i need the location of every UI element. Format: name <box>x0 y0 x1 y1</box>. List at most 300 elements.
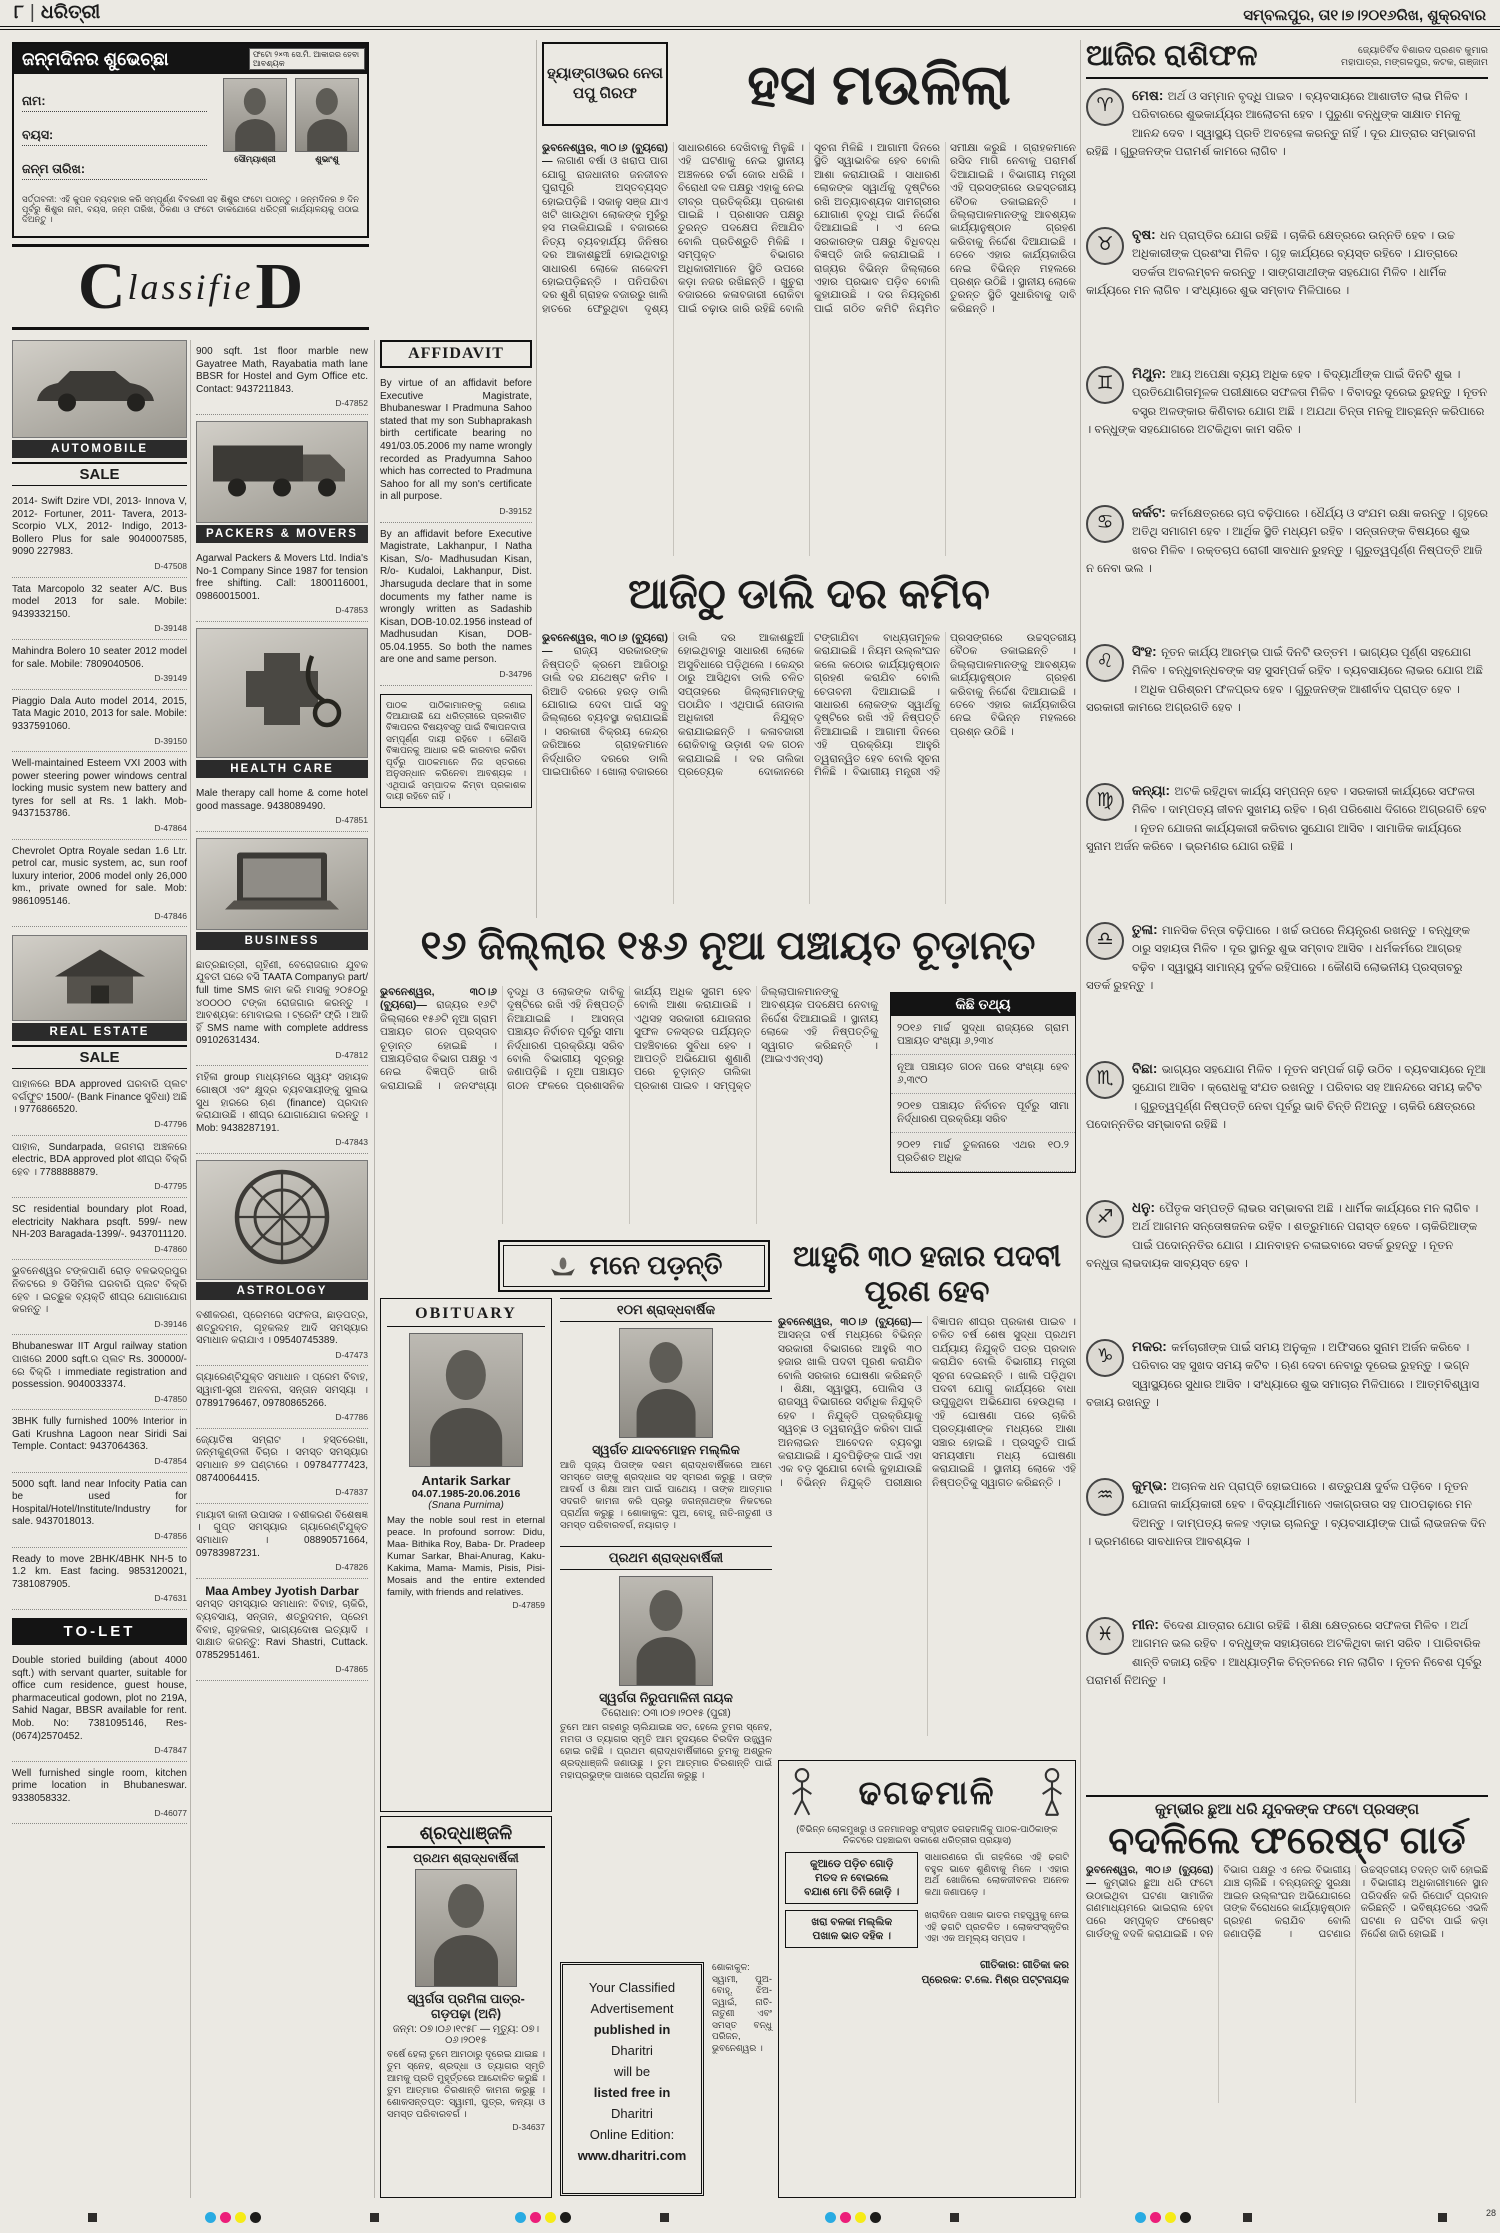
ad-id: D-47856 <box>154 1531 187 1542</box>
zodiac-icon: ♍ <box>1086 783 1124 821</box>
story-headline: ଆଜିଠୁ ଡାଲି ଦର କମିବ <box>628 570 990 617</box>
promo-line: listed free in <box>593 2085 671 2100</box>
zodiac-icon: ♏ <box>1086 1061 1124 1099</box>
ad-id: D-47853 <box>335 605 368 616</box>
factbox-line: ୨୦୧୬ ମାର୍ଚ୍ଚ ସୁଦ୍ଧା ରାଜ୍ୟରେ ଗ୍ରାମ ପଞ୍ଚାୟତ ସଂଖ୍ୟା ୬,୨୩୪ <box>891 1016 1075 1055</box>
classified-ad <box>196 1579 368 1681</box>
astrology-label: ASTROLOGY <box>196 1282 368 1300</box>
ad-id: D-47473 <box>335 1349 368 1360</box>
zodiac-prediction: ଧନ ପ୍ରାପ୍ତିର ଯୋଗ ରହିଛି । ଚାକିରି କ୍ଷେତ୍ରରେ ଉନ୍ନତି ହେବ । ଉଚ୍ଚ ଅଧିକାରୀଙ୍କ ପ୍ରଶଂସା ମିଳିବ । ଗୃହ କାର୍ଯ୍ୟରେ ବ୍ୟସ୍ତ ରହିବେ । ଯାତ୍ରାରେ ସତର୍କତା ଅବଲମ୍ବନ କରନ୍ତୁ । ସାଙ୍ଗସାଥୀଙ୍କ ସହଯୋଗ ମିଳିବ । ଧାର୍ମିକ କାର୍ଯ୍ୟରେ ମନ ଲାଗିବ । ସଂଧ୍ୟାରେ ଶୁଭ ସମ୍ବାଦ ମିଳିପାରେ । <box>1086 230 1458 298</box>
zodiac-name: କନ୍ୟା: <box>1132 783 1170 798</box>
condolence-list: ଶୋକାକୁଳ: ସ୍ୱାମୀ, ପୁଅ-ବୋହୂ, ଝିଅ-ଜ୍ୱାଇଁ, ନାତି-ନାତୁଣୀ ଏବଂ ସମସ୍ତ ବନ୍ଧୁ ପରିଜନ, ଭୁବନେଶ୍ୱର । <box>712 1962 772 2053</box>
ad-id: D-39150 <box>154 735 187 746</box>
zodiac-name: ମିଥୁନ: <box>1132 366 1166 381</box>
remembrance-title: ମନେ ପଡ଼ନ୍ତି <box>589 1250 723 1280</box>
deceased-photo <box>619 1328 713 1438</box>
horoscope-title: ଆଜିର ରାଶିଫଳ <box>1086 40 1258 72</box>
ad-id: D-47851 <box>335 815 368 826</box>
registration-mark <box>1243 2213 1252 2222</box>
classified-ad <box>12 1762 187 1824</box>
memorial-text: ତୁମେ ଆମ ଗହଣରୁ ଚାଲିଯାଇଛ ସତ, ହେଲେ ତୁମର ସ୍ନେହ, ମମତା ଓ ତ୍ୟାଗର ସ୍ମୃତି ଆମ ହୃଦୟରେ ଚିରଦିନ ଉଜ୍ଜ୍ୱଳ ହୋଇ ରହିଛି । ପ୍ରଥମ ଶ୍ରାଦ୍ଧବାର୍ଷିକୀରେ ତୁମକୁ ଅଶ୍ରୁଳ ଶ୍ରଦ୍ଧାଞ୍ଜଳି ଜଣାଉଛୁ । ତୁମ ଆତ୍ମାର ଚିରଶାନ୍ତି ପାଇଁ ମହାପ୍ରଭୁଙ୍କ ପାଖରେ ପ୍ରାର୍ଥନା କରୁଛୁ । <box>560 1722 772 1781</box>
classified-ad <box>12 1410 187 1472</box>
automobile-label: AUTOMOBILE <box>12 440 187 458</box>
tribute-text: ବର୍ଷେ ହେଲା ତୁମେ ଆମଠାରୁ ଦୂରେଇ ଯାଇଛ । ତୁମ ସ୍ନେହ, ଶ୍ରଦ୍ଧା ଓ ତ୍ୟାଗର ସ୍ମୃତି ଆମକୁ ପ୍ରତି ମୁହୂର୍ତ୍ତରେ ଆନ୍ଦୋଳିତ କରୁଛି । ତୁମ ଆତ୍ମାର ଚିରଶାନ୍ତି କାମନା କରୁଛୁ । ଶୋକସନ୍ତପ୍ତ: ସ୍ୱାମୀ, ପୁତ୍ର, କନ୍ୟା ଓ ସମସ୍ତ ପରିବାରବର୍ଗ । <box>387 2049 545 2120</box>
ad-text: SC residential boundary plot Road, electricity Nakhara psqft. 599/- new NH-203 Baragada-1399/-. 9437011120. <box>12 1203 187 1241</box>
ad-id: D-47631 <box>154 1593 187 1604</box>
classified-ad <box>12 1073 187 1135</box>
deceased-photo <box>619 1576 713 1686</box>
ad-text: 5000 sqft. land near Infocity Patia can be used for Hospital/Hotel/Institute/Industry for sale. 9437018013. <box>12 1478 187 1528</box>
ad-text: ଛାତ୍ରଛାତ୍ରୀ, ଗୃହିଣୀ, ବେରୋଜଗାର ଯୁବକ ଯୁବତୀ ଘରେ ବସି TAATA Companyର part/ full time SMS କାମ କରି ମାସକୁ ୨୦୫୦ରୁ ୪୦୦୦୦ ଟଙ୍କା ରୋଜଗାର କରନ୍ତୁ । ଆବଶ୍ୟକ: ମୋବାଇଲ । ଟ୍ରେନିଂ ଫ୍ରି । ଆଜି ହିଁ SMS name with complete address 09102631434. <box>196 959 368 1047</box>
photo-size-note: ଫଟୋ ୨×୩ ସେ.ମି. ଆକାରର ହେବା ଆବଶ୍ୟକ <box>249 48 365 70</box>
story-body <box>1086 1865 1488 2103</box>
classified-ad <box>12 690 187 752</box>
classified-ad <box>196 1304 368 1366</box>
zodiac-prediction: ବିଦେଶ ଯାତ୍ରାର ଯୋଗ ରହିଛି । ଶିକ୍ଷା କ୍ଷେତ୍ରରେ ସଫଳତା ମିଳିବ । ଅର୍ଥ ଆଗମନ ଭଲ ରହିବ । ବନ୍ଧୁଙ୍କ ସହାୟତାରେ ଅଟକିଥିବା କାମ ସରିବ । ପାରିବାରିକ ଶାନ୍ତି ବଜାୟ ରହିବ । ଆଧ୍ୟାତ୍ମିକ ଚିନ୍ତନରେ ମନ ଲାଗିବ । ନୂତନ ନିବେଶ ପୂର୍ବରୁ ପରାମର୍ଶ ନିଅନ୍ତୁ । <box>1086 1620 1482 1688</box>
story-text: ରାଜ୍ୟ ସରକାରଙ୍କ ନିଷ୍ପତ୍ତି କ୍ରମେ ଆଜିଠାରୁ ଡାଲି ଦର ଯଥେଷ୍ଟ କମିବ । ରିଆତି ଦରରେ ହରଡ଼ ଡାଲି ଯୋଗାଇ ଦେବା ପାଇଁ ସବୁ ଜିଲ୍ଲାରେ ବ୍ୟବସ୍ଥା କରାଯାଇଛି । ସରକାରୀ ବିକ୍ରୟ କେନ୍ଦ୍ର ଜରିଆରେ ଗ୍ରାହକମାନେ ନିର୍ଦ୍ଧାରିତ ଦରରେ ଡାଲି ପାଇପାରିବେ । ଖୋଲା ବଜାରରେ ଡାଲି ଦର ଆକାଶଛୁଆଁ ହୋଇଥିବାରୁ ସାଧାରଣ ଲୋକେ ଅସୁବିଧାରେ ପଡ଼ିଥିଲେ । କେନ୍ଦ୍ର ଠାରୁ ଆସିଥିବା ଡାଲି ଚଳିତ ସପ୍ତାହରେ ଜିଲ୍ଲାମାନଙ୍କୁ ପଠାଯିବ । ଏଥିପାଇଁ ନୋଡାଲ ଅଧିକାରୀ ନିଯୁକ୍ତ କରାଯାଇଛନ୍ତି । କଳାବଜାରୀ ରୋକିବାକୁ ଉଡ଼ାଣ ଦଳ ଗଠନ କରାଯାଇଛି । ଦର ତାଲିକା ପ୍ରତ୍ୟେକ ଦୋକାନରେ ଟଙ୍ଗାଯିବା ବାଧ୍ୟତାମୂଳକ କରାଯାଇଛି । ନିୟମ ଉଲ୍ଲଂଘନ କଲେ କଠୋର କାର୍ଯ୍ୟାନୁଷ୍ଠାନ ଗ୍ରହଣ କରାଯିବ ବୋଲି ଚେତାବନୀ ଦିଆଯାଇଛି । ସାଧାରଣ ଲୋକଙ୍କ ସ୍ୱାର୍ଥକୁ ଦୃଷ୍ଟିରେ ରଖି ଏହି ନିଷ୍ପତ୍ତି ନିଆଯାଇଛି । ଆଗାମୀ ଦିନରେ ଏହି ପ୍ରକ୍ରିୟା ଆହୁରି ତ୍ୱରାନ୍ୱିତ ହେବ ବୋଲି ସୂଚନା ମିଳିଛି । ବିଭାଗୀୟ ମନ୍ତ୍ରୀ ଏହି ପ୍ରସଙ୍ଗରେ ଉଚ୍ଚସ୍ତରୀୟ ବୈଠକ ଡକାଇଛନ୍ତି । ଜିଲ୍ଲାପାଳମାନଙ୍କୁ ଆବଶ୍ୟକ କାର୍ଯ୍ୟାନୁଷ୍ଠାନ ଗ୍ରହଣ କରିବାକୁ ନିର୍ଦ୍ଦେଶ ଦିଆଯାଇଛି । ତେବେ ଏହାର କାର୍ଯ୍ୟକାରିତା ନେଇ ବିଭିନ୍ନ ମହଲରେ ପ୍ରଶ୍ନ ଉଠିଛି । <box>542 632 1076 779</box>
vacancies-story <box>778 1240 1076 1754</box>
cyan-dot <box>1135 2212 1146 2223</box>
ad-id: D-47837 <box>335 1487 368 1498</box>
horoscope-entry <box>1086 1616 1488 1749</box>
promo-line: Advertisement <box>590 2001 674 2016</box>
healthcare-figure <box>196 628 368 758</box>
laptop-icon <box>207 839 357 923</box>
classified-ad <box>12 1260 187 1335</box>
magenta-dot <box>840 2212 851 2223</box>
kicker-box: ହ୍ୟାଙ୍ଗଓଭର ନେତା ପପୁ ଗିରଫ <box>542 42 668 126</box>
ad-text: ଜ୍ୟୋତିଷ ସମ୍ରାଟ । ହସ୍ତରେଖା, ଜନ୍ମକୁଣ୍ଡଳୀ ବିଚାର । ସମସ୍ତ ସମସ୍ୟାର ସମାଧାନ ୭୨ ଘଣ୍ଟାରେ । 09784777423, 08740064415. <box>196 1434 368 1484</box>
black-dot <box>250 2212 261 2223</box>
classified-ad <box>196 782 368 832</box>
ad-text: Double storied building (about 4000 sqft.) with servant quarter, suitable for office cum residence, guest house, pharmaceutical godown, plot no 219A, Sahid Nagar, BBSR available for rent. Mob. No: 7381095146, Res-(0674)2570452. <box>12 1655 187 1742</box>
dateline: ଭୁବନେଶ୍ୱର, ୩୦।୬ (ବ୍ୟୁରୋ)— <box>1086 1865 1214 1889</box>
column-rule <box>374 340 375 2198</box>
realestate-ads-list <box>12 1073 187 1610</box>
publisher-disclaimer-box: ପାଠକ ପାଠିକାମାନଙ୍କୁ ଜଣାଇ ଦିଆଯାଉଛି ଯେ ଧରିତ୍ରୀରେ ପ୍ରକାଶିତ ବିଜ୍ଞାପନର ବିଷୟବସ୍ତୁ ପାଇଁ ବିଜ୍ଞାପନଦାତା ସମ୍ପୂର୍ଣ୍ଣ ଦାୟୀ ରହିବେ । କୌଣସି ବିଜ୍ଞାପନକୁ ଆଧାର କରି କାରବାର କରିବା ପୂର୍ବରୁ ପାଠକମାନେ ନିଜ ସ୍ତରରେ ଅନୁସନ୍ଧାନ କରିନେବା ଆବଶ୍ୟକ । ଏଥିପାଇଁ ସମ୍ପାଦକ କିମ୍ବା ପ୍ରକାଶକ ଦାୟୀ ରହିବେ ନାହିଁ । <box>380 694 532 809</box>
cartoon-figure-icon <box>785 1767 819 1819</box>
folk-rhymes-intro: (ବିଭିନ୍ନ ଲୋକମୁଖରୁ ଓ ଜନମାନସରୁ ସଂଗୃହୀତ ଢଗଢମାଳିକୁ ପାଠକ-ପାଠିକାଙ୍କ ନିକଟରେ ପହଞ୍ଚାଇବା ସକାଶେ ଧରିତ୍ରୀର ପ୍ରୟାସ) <box>796 1824 1058 1845</box>
horoscope-entry <box>1086 1199 1488 1332</box>
ad-id: D-47795 <box>154 1181 187 1192</box>
classified-ad <box>12 490 187 578</box>
baby-photos <box>223 78 359 165</box>
verse-commentary: ସାଧାରଣରେ ଗାଁ ଗହଳିରେ ଏହି ଢଗଟି ବହୁଳ ଭାବେ ଶୁଣିବାକୁ ମିଳେ । ଏହାର ଅର୍ଥ ଖୋଜିଲେ ଲୋକଜୀବନର ଅନେକ କଥା ଜଣାପଡ଼େ । <box>924 1852 1069 1898</box>
ad-id: D-39152 <box>499 505 532 516</box>
ad-text: ମାୟାବୀ କାଳୀ ଉପାସକ । ବଶୀକରଣ ବିଶେଷଜ୍ଞ । ଗୁପ୍ତ ସମସ୍ୟାର ଗ୍ୟାରେଣ୍ଟିଯୁକ୍ତ ସମାଧାନ । 08890571664, 09783987231. <box>196 1509 368 1559</box>
affidavit-column <box>380 340 532 808</box>
edition-dateline: ସମ୍ବଲପୁର, ତା୧।୭।୨୦୧୬ରିଖ, ଶୁକ୍ରବାର <box>1243 7 1486 24</box>
ad-text: Well furnished single room, kitchen prime location in Bhubaneswar. 9338058332. <box>12 1767 187 1804</box>
classified-ad <box>12 1335 187 1410</box>
factbox-lines <box>891 1016 1075 1172</box>
column-rule <box>1080 40 1081 2198</box>
ad-text: ଭୁବନେଶ୍ୱର ଟଙ୍କପାଣି ରୋଡ଼ ବଳଭଦ୍ରପୁର ନିକଟରେ ୭ ଡିସିମିଲ ଘରବାରି ପ୍ଲଟ ବିକ୍ରି ହେବ । ଇଚ୍ଛୁକ ବ୍ୟକ୍ତି ଶୀଘ୍ର ଯୋଗାଯୋଗ କରନ୍ତୁ । <box>12 1266 187 1316</box>
cyan-dot <box>205 2212 216 2223</box>
zodiac-icon: ♉ <box>1086 227 1124 265</box>
cyan-dot <box>825 2212 836 2223</box>
color-registration-dots <box>825 2212 881 2223</box>
lyricist-credit: ଗୀତିକାର: ଗୀତିକା କର <box>980 1959 1069 1971</box>
black-dot <box>560 2212 571 2223</box>
astrology-figure <box>196 1160 368 1280</box>
ad-id: D-34637 <box>512 2122 545 2132</box>
zodiac-name: ମେଷ: <box>1132 88 1164 103</box>
promo-line: Your Classified <box>588 1980 676 1995</box>
right-column <box>1086 40 1488 2198</box>
ad-id: D-39146 <box>154 1318 187 1329</box>
horoscope-entry <box>1086 782 1488 915</box>
classified-ad <box>196 1366 368 1428</box>
obituary-box <box>380 1298 552 1812</box>
ad-id: D-47786 <box>335 1412 368 1423</box>
cartoon-figure-icon <box>1035 1767 1069 1819</box>
birthday-form <box>14 74 367 192</box>
masthead: ଧରିତ୍ରୀ <box>40 2 101 23</box>
zodiac-icon: ♐ <box>1086 1200 1124 1238</box>
deceased-name: Antarik Sarkar <box>421 1473 511 1488</box>
online-edition-promo <box>560 1962 704 2196</box>
horoscope-entry <box>1086 1060 1488 1193</box>
truck-icon <box>207 422 357 514</box>
affidavit-notice <box>380 372 532 523</box>
ad-id: D-47859 <box>512 1600 545 1610</box>
zodiac-icon: ♊ <box>1086 366 1124 404</box>
zodiac-prediction: ଅର୍ଥ ଓ ସମ୍ମାନ ବୃଦ୍ଧି ପାଇବ । ବ୍ୟବସାୟରେ ଆଶାତୀତ ଲାଭ ମିଳିବ । ପରିବାରରେ ଶୁଭକାର୍ଯ୍ୟର ଆଲୋଚନା ହେବ । ପୁରୁଣା ବନ୍ଧୁଙ୍କ ସାକ୍ଷାତ ମନକୁ ଆନନ୍ଦ ଦେବ । ସ୍ୱାସ୍ଥ୍ୟ ପ୍ରତି ଅବହେଳା କରନ୍ତୁ ନାହିଁ । ଦୂର ଯାତ୍ରାର ସମ୍ଭାବନା ରହିଛି । ଗୁରୁଜନଙ୍କ ପରାମର୍ଶ କାମରେ ଲାଗିବ । <box>1086 91 1476 159</box>
deceased-photo <box>415 1869 517 1987</box>
promo-line: www.dharitri.com <box>577 2148 687 2163</box>
zodiac-prediction: କର୍ମକ୍ଷେତ୍ରରେ ଚାପ ବଢ଼ିପାରେ । ଧୈର୍ଯ୍ୟ ଓ ସଂଯମ ରକ୍ଷା କରନ୍ତୁ । ଗୃହରେ ଅତିଥି ସମାଗମ ହେବ । ଆର୍ଥିକ ସ୍ଥିତି ମଧ୍ୟମ ରହିବ । ସନ୍ତାନଙ୍କ ବିଷୟରେ ଶୁଭ ଖବର ମିଳିବ । ରକ୍ତଚାପ ରୋଗୀ ସାବଧାନ ରୁହନ୍ତୁ । ଗୁରୁତ୍ୱପୂର୍ଣ୍ଣ ନିଷ୍ପତ୍ତି ଆଜି ନ ନେବା ଭଲ । <box>1086 508 1488 576</box>
house-icon <box>25 936 175 1014</box>
separator: | <box>29 2 35 23</box>
registration-mark <box>950 2213 959 2222</box>
registration-mark <box>88 2213 97 2222</box>
story-text: କୁମ୍ଭୀର ଛୁଆ ଧରି ଫଟୋ ଉଠାଇଥିବା ଘଟଣା ସାମାଜିକ ଗଣମାଧ୍ୟମରେ ଭାଇରାଲ ହେବା ପରେ ସମ୍ପୃକ୍ତ ଫରେଷ୍ଟ ଗାର୍ଡଙ୍କୁ ବଦଳି କରାଯାଇଛି । ବନ ବିଭାଗ ପକ୍ଷରୁ ଏ ନେଇ ବିଭାଗୀୟ ଯାଞ୍ଚ ଚାଲିଛି । ବନ୍ୟଜନ୍ତୁ ସୁରକ୍ଷା ଆଇନ ଉଲ୍ଲଂଘନ ଅଭିଯୋଗରେ ତାଙ୍କ ବିରୋଧରେ କାର୍ଯ୍ୟାନୁଷ୍ଠାନ ଗ୍ରହଣ କରାଯିବ ବୋଲି ଜଣାପଡ଼ିଛି । ଘଟଣାର ଉଚ୍ଚସ୍ତରୀୟ ତଦନ୍ତ ଦାବି ହୋଇଛି । ବିଭାଗୀୟ ଅଧିକାରୀମାନେ ସ୍ଥାନ ପରିଦର୍ଶନ କରି ରିପୋର୍ଟ ପ୍ରଦାନ କରିଛନ୍ତି । ଭବିଷ୍ୟତରେ ଏଭଳି ଘଟଣା ନ ଘଟିବା ପାଇଁ କଡ଼ା ନିର୍ଦ୍ଦେଶ ଜାରି ହୋଇଛି । <box>1086 1865 1488 1940</box>
birthday-title: ଜନ୍ମଦିନର ଶୁଭେଚ୍ଛା <box>22 48 169 69</box>
promo-line: Dharitri <box>611 2106 653 2121</box>
birthday-wishes-box <box>12 42 369 238</box>
classified-ad <box>196 547 368 622</box>
folk-rhymes-title: ଢଗଢମାଳି <box>858 1773 996 1811</box>
tribute-box <box>380 1816 552 2198</box>
column-rule <box>536 40 537 918</box>
ad-text: 2014- Swift Dzire VDI, 2013- Innova V, 2012- Fortuner, 2011- Tavera, 2013- Scorpio VLX, 2012- Indigo, 2013- Bollero Plus for sale 9040007585, 9090 227983. <box>12 496 187 558</box>
classified-column-left <box>12 340 187 1824</box>
healthcare-label: HEALTH CARE <box>196 760 368 778</box>
horoscope-entry <box>1086 504 1488 637</box>
horoscope-entry <box>1086 921 1488 1054</box>
zodiac-name: କୁମ୍ଭ: <box>1132 1478 1168 1493</box>
classified-ad <box>196 1066 368 1154</box>
memorial-entry <box>560 1546 772 1782</box>
page-number: ୮ <box>14 2 24 23</box>
car-icon <box>25 341 175 431</box>
remembrance-header <box>498 1240 770 1292</box>
story-text: ଲଗାଣ ବର୍ଷା ଓ ଖରାପ ପାଗ ଯୋଗୁ ରାଜଧାନୀର ଜନଜୀବନ ପୁରାପୂରି ଅସ୍ତବ୍ୟସ୍ତ ହୋଇପଡ଼ିଛି । ସକାଳୁ ସଞ୍ଜ ଯାଏ ଖଟି ଖାଉଥିବା ଲୋକଙ୍କ ମୁହଁରୁ ହସ ମଉଳିଯାଇଛି । ବଜାରରେ ନିତ୍ୟ ବ୍ୟବହାର୍ଯ୍ୟ ଜିନିଷର ଦର ଆକାଶଛୁଆଁ ହୋଇଥିବାରୁ ସାଧାରଣ ଲୋକେ ନାକେଦମ ହୋଇପଡ଼ିଛନ୍ତି । ପନିପରିବା ଦର ଶୁଣି ଗ୍ରାହକ ବଜାରରୁ ଖାଲି ହାତରେ ଫେରୁଥିବା ଦୃଶ୍ୟ ସାଧାରଣରେ ଦେଖିବାକୁ ମିଳୁଛି । ଏହି ଘଟଣାକୁ ନେଇ ସ୍ଥାନୀୟ ଅଞ୍ଚଳରେ ଚର୍ଚ୍ଚା ଜୋର ଧରିଛି । ବିରୋଧୀ ଦଳ ପକ୍ଷରୁ ଏହାକୁ ନେଇ ତୀବ୍ର ପ୍ରତିକ୍ରିୟା ପ୍ରକାଶ ପାଇଛି । ପ୍ରଶାସନ ପକ୍ଷରୁ ତୁରନ୍ତ ପଦକ୍ଷେପ ନିଆଯିବ ବୋଲି ପ୍ରତିଶ୍ରୁତି ମିଳିଛି । ସମ୍ପୃକ୍ତ ବିଭାଗର ଅଧିକାରୀମାନେ ସ୍ଥିତି ଉପରେ କଡ଼ା ନଜର ରଖିଛନ୍ତି । ଖୁଚୁରା ବଜାରରେ କଳାବଜାରୀ ରୋକିବା ପାଇଁ ଚଢ଼ାଉ ଜାରି ରହିଛି ବୋଲି ସୂଚନା ମିଳିଛି । ଆଗାମୀ ଦିନରେ ସ୍ଥିତି ସ୍ୱାଭାବିକ ହେବ ବୋଲି ଆଶା କରାଯାଉଛି । ସାଧାରଣ ଲୋକଙ୍କ ସ୍ୱାର୍ଥକୁ ଦୃଷ୍ଟିରେ ରଖି ଅତ୍ୟାବଶ୍ୟକ ସାମଗ୍ରୀର ଯୋଗାଣ ବୃଦ୍ଧି ପାଇଁ ନିର୍ଦ୍ଦେଶ ଦିଆଯାଇଛି । ଏ ନେଇ ସରକାରଙ୍କ ପକ୍ଷରୁ ବିଧିବଦ୍ଧ ବିଜ୍ଞପ୍ତି ଜାରି କରାଯାଇଛି । ରାଜ୍ୟର ବିଭିନ୍ନ ଜିଲ୍ଲାରେ ଏହାର ପ୍ରଭାବ ପଡ଼ିବ ବୋଲି କୁହାଯାଉଛି । ଦର ନିୟନ୍ତ୍ରଣ ପାଇଁ ଗଠିତ କମିଟି ନିୟମିତ ସମୀକ୍ଷା କରୁଛି । ଗ୍ରାହକମାନେ ରସିଦ ମାଗି ନେବାକୁ ପରାମର୍ଶ ଦିଆଯାଇଛି । ବିଭାଗୀୟ ମନ୍ତ୍ରୀ ଏହି ପ୍ରସଙ୍ଗରେ ଉଚ୍ଚସ୍ତରୀୟ ବୈଠକ ଡକାଇଛନ୍ତି । ଜିଲ୍ଲାପାଳମାନଙ୍କୁ ଆବଶ୍ୟକ କାର୍ଯ୍ୟାନୁଷ୍ଠାନ ଗ୍ରହଣ କରିବାକୁ ନିର୍ଦ୍ଦେଶ ଦିଆଯାଇଛି । ତେବେ ଏହାର କାର୍ଯ୍ୟକାରିତା ନେଇ ବିଭିନ୍ନ ମହଲରେ ପ୍ରଶ୍ନ ଉଠିଛି । ସ୍ଥାନୀୟ ଲୋକେ ତୁରନ୍ତ ସ୍ଥିତି ସୁଧାରିବାକୁ ଦାବି କରିଛନ୍ତି । <box>542 142 1076 315</box>
horoscope-entry <box>1086 365 1488 498</box>
ad-id: D-39148 <box>154 623 187 634</box>
name-field: ନାମ: <box>22 94 207 112</box>
tolet-ads-list <box>12 1649 187 1824</box>
ad-id: D-47826 <box>335 1562 368 1573</box>
packers-label: PACKERS & MOVERS <box>196 525 368 543</box>
story-kicker: କୁମ୍ଭୀର ଛୁଆ ଧରି ଯୁବକଙ୍କ ଫଟୋ ପ୍ରସଙ୍ଗ <box>1086 1795 1488 1818</box>
zodiac-icon: ♎ <box>1086 922 1124 960</box>
zodiac-prediction: ଅଚାନକ ଧନ ପ୍ରାପ୍ତି ହୋଇପାରେ । ଶତ୍ରୁପକ୍ଷ ଦୁର୍ବଳ ପଡ଼ିବେ । ନୂତନ ଯୋଜନା କାର୍ଯ୍ୟକାରୀ ହେବ । ବିଦ୍ୟାର୍ଥୀମାନେ ଏକାଗ୍ରତାର ସହ ପାଠପଢ଼ାରେ ମନ ଦିଅନ୍ତୁ । ଦାମ୍ପତ୍ୟ କଳହ ଏଡ଼ାଇ ଚାଲନ୍ତୁ । ବ୍ୟବସାୟୀଙ୍କ ପାଇଁ ଲାଭଜନକ ଦିନ । ଭ୍ରମଣରେ ସାବଧାନତା ଆବଶ୍ୟକ । <box>1086 1481 1486 1549</box>
ad-id: D-34796 <box>499 669 532 680</box>
horoscope-entry <box>1086 643 1488 776</box>
zodiac-name: ବିଛା: <box>1132 1061 1158 1076</box>
classified-ad <box>12 578 187 640</box>
baby-photo <box>295 78 359 152</box>
ad-id: D-47812 <box>335 1049 368 1060</box>
deceased-photo <box>409 1333 523 1467</box>
horoscope-section <box>1086 40 1488 1787</box>
ad-text: Male therapy call home & come hotel good massage. 9438089490. <box>196 787 368 812</box>
ad-id: D-47854 <box>154 1456 187 1467</box>
birthday-terms: ସର୍ତ୍ତାବଳୀ: ଏହି କୁପନ ବ୍ୟବହାର କରି ସମ୍ପୂର୍ଣ୍ଣ ବିବରଣୀ ସହ ଶିଶୁର ଫଟୋ ପଠାନ୍ତୁ । ଜନ୍ମଦିନର ୭ ଦିନ ପୂର୍ବରୁ ଶିଶୁର ନାମ, ବୟସ, ଜନ୍ମ ତାରିଖ, ଠିକଣା ଓ ଫଟୋ ଡାକଯୋଗେ ଧରିତ୍ରୀ କାର୍ଯ୍ୟାଳୟକୁ ପଠାଇ ଦିଅନ୍ତୁ । <box>22 194 359 224</box>
zodiac-prediction: ଭାଗ୍ୟର ସହଯୋଗ ମିଳିବ । ନୂତନ ସମ୍ପର୍କ ଗଢ଼ି ଉଠିବ । ବ୍ୟବସାୟରେ ନୂଆ ସୁଯୋଗ ଆସିବ । କ୍ରୋଧକୁ ସଂଯତ ରଖନ୍ତୁ । ପରିବାର ସହ ଆନନ୍ଦରେ ସମୟ କଟିବ । ଗୁରୁତ୍ୱପୂର୍ଣ୍ଣ ନିଷ୍ପତ୍ତି ନେବା ପୂର୍ବରୁ ଭାବି ଚିନ୍ତି ନିଅନ୍ତୁ । ଚାକିରି କ୍ଷେତ୍ରରେ ପଦୋନ୍ନତିର ସମ୍ଭାବନା ରହିଛି । <box>1086 1064 1486 1132</box>
classified-logo <box>12 244 369 330</box>
verse-line: ମତଦ ନ ବୋଇଲେ <box>814 1872 889 1884</box>
classified-ad <box>12 1136 187 1198</box>
zodiac-name: ସିଂହ: <box>1132 644 1157 659</box>
zodiac-name: ମକର: <box>1132 1339 1167 1354</box>
yellow-dot <box>1165 2212 1176 2223</box>
ad-id: D-47860 <box>154 1243 187 1254</box>
dal-price-story <box>542 570 1076 918</box>
factbox-title: କିଛି ତଥ୍ୟ <box>891 993 1075 1016</box>
death-date: ତିରୋଧାନ: ୦୩।୦୭।୨୦୧୫ (ପୁରୀ) <box>601 1708 731 1719</box>
black-dot <box>870 2212 881 2223</box>
ad-text: 900 sqft. 1st floor marble new Gayatree Math, Rayabatia math lane BBSR for Hostel and Gym Office etc. Contact: 9437211843. <box>196 346 368 395</box>
ad-id: D-47865 <box>335 1664 368 1675</box>
classified-ad <box>196 1429 368 1504</box>
classified-ad <box>12 752 187 840</box>
memorial-entry <box>560 1298 772 1532</box>
page-header <box>0 0 1500 30</box>
memorial-column <box>560 1298 772 1956</box>
tribute-title: ଶ୍ରଦ୍ଧାଞ୍ଜଳି <box>387 1823 545 1848</box>
obituary-note: (Snana Purnima) <box>428 1500 504 1511</box>
promo-line: will be <box>613 2064 651 2079</box>
lead-headline: ହସ ମଉଳିଲା <box>747 52 1011 116</box>
classified-ad <box>12 1548 187 1610</box>
logo-letter-d: D <box>255 250 304 323</box>
classified-ad <box>12 1649 187 1762</box>
ad-text: Chevrolet Optra Royale sedan 1.6 Ltr. petrol car, music system, ac, sun roof luxury interior, 2006 model only 26,000 km., private owned for sale. Mob: 9861095146. <box>12 845 187 908</box>
packers-figure <box>196 421 368 523</box>
page-number-masthead <box>14 2 100 24</box>
obituary-title: OBITUARY <box>387 1305 545 1327</box>
color-registration-dots <box>515 2212 571 2223</box>
astrology-ads-list <box>196 1304 368 1579</box>
deceased-name: ସ୍ୱର୍ଗତା ପ୍ରମିଳା ପାତ୍ର- ଗଡ଼ପଢ଼ା (ଅନି) <box>407 1992 525 2021</box>
classified-ad <box>196 340 368 415</box>
folk-rhymes-box <box>778 1760 1076 2198</box>
age-field: ବୟସ: <box>22 128 207 146</box>
automobile-ads-list <box>12 490 187 927</box>
sale-heading: SALE <box>12 462 187 486</box>
registration-mark <box>370 2213 379 2222</box>
ad-id: D-46077 <box>154 1807 187 1818</box>
sale-heading: SALE <box>12 1045 187 1069</box>
factbox-line: ୨୦୧୨ ମାର୍ଚ୍ଚ ତୁଳନାରେ ଏଥର ୧୦.୨ ପ୍ରତିଶତ ଅଧିକ <box>891 1133 1075 1172</box>
yellow-dot <box>235 2212 246 2223</box>
plate-number: 28 <box>1485 2208 1496 2218</box>
dob-field: ଜନ୍ମ ତାରିଖ: <box>22 162 207 180</box>
magenta-dot <box>530 2212 541 2223</box>
promo-line: published in <box>593 2022 671 2037</box>
classified-ad <box>12 840 187 928</box>
deceased-name: ସ୍ୱର୍ଗତ ଯାଦବମୋହନ ମଲ୍ଲିକ <box>592 1443 740 1457</box>
realestate-label: REAL ESTATE <box>12 1023 187 1041</box>
astrologer-credit: ଜ୍ୟୋତିର୍ବିଦ ବିଶାରଦ ପ୍ରଣବ କୁମାର ମହାପାତ୍ର, ମଙ୍ଗଳପୁର, କଟକ, ଗଞ୍ଜାମ <box>1340 45 1488 68</box>
logo-letter-c: C <box>77 250 126 323</box>
zodiac-icon: ♒ <box>1086 1478 1124 1516</box>
magenta-dot <box>220 2212 231 2223</box>
story-headline: ୧୬ ଜିଲ୍ଲାର ୧୫୬ ନୂଆ ପଞ୍ଚାୟତ ଚୂଡ଼ାନ୍ତ <box>420 924 1036 968</box>
verse-line: ବଯାଶ ମୋ ତିନି ଜୋଡ଼ି । <box>804 1886 900 1898</box>
black-dot <box>1180 2212 1191 2223</box>
promo-lines <box>567 1977 697 2166</box>
lead-body <box>542 142 1076 556</box>
tribute-subtitle: ପ୍ରଥମ ଶ୍ରାଦ୍ଧବାର୍ଷିକୀ <box>413 1851 519 1865</box>
verse-box <box>785 1910 918 1948</box>
maa-ambey-heading: Maa Ambey Jyotish Darbar <box>205 1583 359 1598</box>
tolet-label: TO-LET <box>12 1618 187 1645</box>
forest-guard-story <box>1086 1795 1488 2103</box>
horoscope-entry <box>1086 87 1488 220</box>
column-rule <box>190 340 191 2198</box>
ad-text: ସମସ୍ତ ସମସ୍ୟାର ସମାଧାନ: ବିବାହ, ଚାକିରି, ବ୍ୟବସାୟ, ସନ୍ତାନ, ଶତ୍ରୁଦମନ, ପ୍ରେମ ବିବାହ, ଗୃହକଲହ, ଭାଗ୍ୟଦୋଷ ଇତ୍ୟାଦି । ସାକ୍ଷାତ କରନ୍ତୁ: Ravi Shastri, Cuttack. 07852951461. <box>196 1599 368 1661</box>
ad-text: 3BHK fully furnished 100% Interior in Gati Krushna Lagoon near Siridi Sai Temple. Contact: 9437064363. <box>12 1416 187 1453</box>
medical-cross-icon <box>207 629 357 749</box>
ad-text: ଗ୍ୟାରେଣ୍ଟିଯୁକ୍ତ ସମାଧାନ । ପ୍ରେମ ବିବାହ, ସ୍ୱାମୀ-ସ୍ତ୍ରୀ ଅନବନା, ସନ୍ତାନ ସମସ୍ୟା । 07891796467, 09780865266. <box>196 1372 368 1409</box>
memorial-text: ଆଜି ପୂଜ୍ୟ ପିତାଙ୍କ ଦଶମ ଶ୍ରାଦ୍ଧବାର୍ଷିକରେ ଆମେ ସମସ୍ତେ ତାଙ୍କୁ ଶ୍ରଦ୍ଧାର ସହ ସ୍ମରଣ କରୁଛୁ । ତାଙ୍କ ଆଦର୍ଶ ଓ ଶିକ୍ଷା ଆମ ପାଇଁ ପାଥେୟ । ତାଙ୍କ ଆତ୍ମାର ସଦଗତି କାମନା କରି ପ୍ରଭୁ ଜଗନ୍ନାଥଙ୍କ ନିକଟରେ ପ୍ରାର୍ଥନା କରୁଛୁ । ଶୋକାକୁଳ: ପୁଅ, ବୋହୂ, ନାତି-ନାତୁଣୀ ଓ ସମସ୍ତ ପରିବାରବର୍ଗ, ନୟାଗଡ଼ । <box>560 1460 772 1531</box>
birthday-title-bar <box>14 44 367 74</box>
ad-text: Agarwal Packers & Movers Ltd. India's No-1 Company Since 1987 for tension free shifting. Call: 1800116001, 09860015001. <box>196 552 368 602</box>
cyan-dot <box>515 2212 526 2223</box>
realestate-figure <box>12 935 187 1021</box>
factbox <box>890 992 1076 1173</box>
lead-story <box>542 40 1076 564</box>
zodiac-name: ମୀନ: <box>1132 1617 1159 1632</box>
ad-text: ପାହାଳ, Sundarpada, ଜଗମରା ଅଞ୍ଚଳରେ electric, BDA approved plot ଶୀଘ୍ର ବିକ୍ରି ହେବ । 7788888879. <box>12 1141 187 1178</box>
classified-ad <box>12 1198 187 1260</box>
ad-text: ପାହାଳରେ BDA approved ଘରବାରି ପ୍ଲଟ ବର୍ଗଫୁଟ 1500/- (Bank Finance ସୁବିଧା) ଅଛି । 9776866520. <box>12 1079 187 1116</box>
classified-ad <box>12 1473 187 1548</box>
dateline: ଭୁବନେଶ୍ୱର, ୩୦।୬ (ବ୍ୟୁରୋ)— <box>542 142 668 168</box>
automobile-figure <box>12 340 187 438</box>
classified-column-middle <box>196 340 368 1681</box>
ad-id: D-39149 <box>154 673 187 684</box>
ad-id: D-47847 <box>154 1745 187 1756</box>
color-registration-dots <box>1135 2212 1191 2223</box>
ad-text: ମହିଳା group ମାଧ୍ୟମରେ ସ୍ୱୟଂ ସହାୟକ ଗୋଷ୍ଠୀ ଏବଂ କ୍ଷୁଦ୍ର ବ୍ୟବସାୟୀଙ୍କୁ ସୁଲଭ ସୁଧ ହାରରେ ଋଣ (finance) ପ୍ରଦାନ କରାଯାଉଛି । ଶୀଘ୍ର ଯୋଗାଯୋଗ କରନ୍ତୁ । Mob: 9438287191. <box>196 1072 368 1134</box>
zodiac-name: ତୁଳା: <box>1132 922 1158 937</box>
ad-text: Mahindra Bolero 10 seater 2012 model for sale. Mobile: 7809040506. <box>12 645 187 670</box>
registration-mark <box>660 2213 669 2222</box>
ad-text: Bhubaneswar IIT Argul railway station ପାଖରେ 2000 sqft.ର ପ୍ଲଟ Rs. 300000/-ରେ ବିକ୍ରି । immediate registration and possession. 9040033374. <box>12 1341 187 1391</box>
zodiac-prediction: କର୍ମଚାରୀଙ୍କ ପାଇଁ ସମୟ ଅନୁକୂଳ । ଅଫିସରେ ସୁନାମ ଅର୍ଜନ କରିବେ । ପରିବାର ସହ ସୁଖଦ ସମୟ କଟିବ । ଋଣ ଦେବା ନେବାରୁ ଦୂରେଇ ରୁହନ୍ତୁ । ଭଗ୍ନ ସ୍ୱାସ୍ଥ୍ୟରେ ସୁଧାର ଆସିବ । ସଂଧ୍ୟାରେ ଶୁଭ ସମାଚାର ମିଳିପାରେ । ଆତ୍ମବିଶ୍ୱାସ ବଜାୟ ରଖନ୍ତୁ । <box>1086 1342 1480 1410</box>
zodiac-icon: ♓ <box>1086 1617 1124 1655</box>
deceased-dates: 04.07.1985-20.06.2016 <box>411 1488 521 1500</box>
business-figure <box>196 838 368 930</box>
ad-id: D-47508 <box>154 560 187 571</box>
promo-line: Dharitri <box>611 2043 653 2058</box>
zodiac-name: କର୍କଟ: <box>1132 505 1166 520</box>
verse-line: ପଖାଳ ଭାତ ଦହିକ । <box>812 1930 891 1942</box>
magenta-dot <box>1150 2212 1161 2223</box>
ad-id: D-47850 <box>154 1393 187 1404</box>
ad-id: D-47843 <box>335 1137 368 1148</box>
verse-box <box>785 1852 918 1904</box>
diya-lamp-icon <box>546 1253 580 1279</box>
dateline: ଭୁବନେଶ୍ୱର, ୩୦।୬ (ବ୍ୟୁରୋ)— <box>778 1316 922 1328</box>
panchayat-story <box>380 924 1076 1234</box>
ad-id: D-47864 <box>154 823 187 834</box>
ad-text: Ready to move 2BHK/4BHK NH-5 to 1.2 km. East facing. 9853120021, 7381087905. <box>12 1553 187 1590</box>
verse-line: ଖରା ବଳକା ମଲ୍ଲିକ <box>811 1916 893 1928</box>
zodiac-icon: ♈ <box>1086 88 1124 126</box>
ad-text: Well-maintained Esteem VXI 2003 with power steering power windows central locking music system new battery and tyres for sell at Rs. 1 lakh. Mob-9437153786. <box>12 758 187 820</box>
sender-credit: ପ୍ରେରକ: ଟ.ଲେ. ମିଶ୍ର ପଟ୍ଟନାୟକ <box>921 1974 1069 1986</box>
zodiac-prediction: ପୈତୃକ ସମ୍ପତ୍ତି ଲାଭର ସମ୍ଭାବନା ଅଛି । ଧାର୍ମିକ କାର୍ଯ୍ୟରେ ମନ ଲାଗିବ । ଅର୍ଥ ଆଗମନ ସନ୍ତୋଷଜନକ ରହିବ । ଶତ୍ରୁମାନେ ପରାସ୍ତ ହେବେ । ଚାକିରିଆଙ୍କ ପାଇଁ ପଦୋନ୍ନତିର ଯୋଗ । ଯାନବାହନ ଚଳାଇବାରେ ସତର୍କ ରୁହନ୍ତୁ । ନୂତନ ବନ୍ଧୁତା ଲାଭଦାୟକ ସାବ୍ୟସ୍ତ ହେବ । <box>1086 1203 1479 1271</box>
story-body <box>380 986 878 1224</box>
affidavit-notice <box>380 523 532 686</box>
deceased-name: ସ୍ୱର୍ଗତା ନିରୁପମାଳିନୀ ନାୟକ <box>599 1691 733 1705</box>
business-label: BUSINESS <box>196 932 368 950</box>
affidavit-text: By an affidavit before Executive Magistrate, Lakhanpur, I Natha Kisan, S/o- Madhusudan Kisan, R/o- Kudaloi, Lakhanpur, Dist. Jharsuguda declare that in some documents my father name is wrongly written as Sadashib Kisan, DOB-10.02.1956 instead of Madhusudan Kisan, DOB-05.04.1955. So both the names are one and same person. <box>380 528 532 666</box>
story-text: ରାଜ୍ୟର ୧୬ଟି ଜିଲ୍ଲାରେ ୧୫୬ଟି ନୂଆ ଗ୍ରାମ ପଞ୍ଚାୟତ ଗଠନ ପ୍ରସ୍ତାବ ଚୂଡ଼ାନ୍ତ ହୋଇଛି । ପଞ୍ଚାୟତିରାଜ ବିଭାଗ ପକ୍ଷରୁ ଏ ନେଇ ବିଜ୍ଞପ୍ତି ଜାରି କରାଯାଇଛି । ଜନସଂଖ୍ୟା ବୃଦ୍ଧି ଓ ଲୋକଙ୍କ ଦାବିକୁ ଦୃଷ୍ଟିରେ ରଖି ଏହି ନିଷ୍ପତ୍ତି ନିଆଯାଇଛି । ଆସନ୍ତା ପଞ୍ଚାୟତ ନିର୍ବାଚନ ପୂର୍ବରୁ ସୀମା ନିର୍ଦ୍ଧାରଣ ପ୍ରକ୍ରିୟା ସରିବ ବୋଲି ବିଭାଗୀୟ ସୂତ୍ରରୁ ଜଣାପଡ଼ିଛି । ନୂଆ ପଞ୍ଚାୟତ ଗଠନ ଫଳରେ ପ୍ରଶାସନିକ କାର୍ଯ୍ୟ ଅଧିକ ସୁଗମ ହେବ ବୋଲି ଆଶା କରାଯାଉଛି । ଏଥିସହ ସରକାରୀ ଯୋଜନାର ସୁଫଳ ତଳସ୍ତର ପର୍ଯ୍ୟନ୍ତ ପହଞ୍ଚିବାରେ ସୁବିଧା ହେବ । ଆପତ୍ତି ଅଭିଯୋଗ ଶୁଣାଣି ପରେ ଚୂଡ଼ାନ୍ତ ତାଲିକା ପ୍ରକାଶ ପାଇବ । ସମ୍ପୃକ୍ତ ଜିଲ୍ଲାପାଳମାନଙ୍କୁ ଆବଶ୍ୟକ ପଦକ୍ଷେପ ନେବାକୁ ନିର୍ଦ୍ଦେଶ ଦିଆଯାଇଛି । ସ୍ଥାନୀୟ ଲୋକେ ଏହି ନିଷ୍ପତ୍ତିକୁ ସ୍ୱାଗତ କରିଛନ୍ତି । (ଆଇଏଏନ୍ଏସ୍) <box>380 986 878 1092</box>
zodiac-prediction: ନୂତନ କାର୍ଯ୍ୟ ଆରମ୍ଭ ପାଇଁ ଦିନଟି ଉତ୍ତମ । ଭାଗ୍ୟର ପୂର୍ଣ୍ଣ ସହଯୋଗ ମିଳିବ । ବନ୍ଧୁବାନ୍ଧବଙ୍କ ସହ ସୁସମ୍ପର୍କ ରହିବ । ବ୍ୟବସାୟରେ ଲାଭର ଯୋଗ ଅଛି । ଅଧିକ ପରିଶ୍ରମ ଫଳପ୍ରଦ ହେବ । ଗୁରୁଜନଙ୍କ ଆଶୀର୍ବାଦ ପ୍ରାପ୍ତ ହେବ । ସରକାରୀ କାମରେ ଅଗ୍ରଗତି ହେବ । <box>1086 647 1483 715</box>
verse-commentary: ଖରାଦିନେ ପଖାଳ ଭାତର ମହତ୍ତ୍ୱକୁ ନେଇ ଏହି ଢଗଟି ପ୍ରଚଳିତ । ଲୋକସଂସ୍କୃତିର ଏହା ଏକ ଅମୂଲ୍ୟ ସମ୍ପଦ । <box>924 1910 1069 1945</box>
anniversary-tag: ୧୦ମ ଶ୍ରାଦ୍ଧବାର୍ଷିକ <box>560 1298 772 1322</box>
registration-mark <box>1438 2213 1447 2222</box>
zodiac-name: ବୃଷ: <box>1132 227 1156 242</box>
factbox-line: ୨୦୧୭ ପଞ୍ଚାୟତ ନିର୍ବାଚନ ପୂର୍ବରୁ ସୀମା ନିର୍ଦ୍ଧାରଣ ପ୍ରକ୍ରିୟା ସରିବ <box>891 1094 1075 1133</box>
dateline: ଭୁବନେଶ୍ୱର, ୩୦।୬ (ବ୍ୟୁରୋ)— <box>380 986 497 1012</box>
story-text: ଆସନ୍ତା ବର୍ଷ ମଧ୍ୟରେ ବିଭିନ୍ନ ସରକାରୀ ବିଭାଗରେ ଆହୁରି ୩୦ ହଜାର ଖାଲି ପଦବୀ ପୂରଣ କରାଯିବ ବୋଲି ସରକାର ଘୋଷଣା କରିଛନ୍ତି । ଶିକ୍ଷା, ସ୍ୱାସ୍ଥ୍ୟ, ପୋଲିସ ଓ ରାଜସ୍ୱ ବିଭାଗରେ ସର୍ବାଧିକ ନିଯୁକ୍ତି ହେବ । ନିଯୁକ୍ତି ପ୍ରକ୍ରିୟାକୁ ସ୍ୱଚ୍ଛ ଓ ତ୍ୱରାନ୍ୱିତ କରିବା ପାଇଁ ଅନଲାଇନ ଆବେଦନ ବ୍ୟବସ୍ଥା କରାଯାଇଛି । ଯୁବପିଢ଼ିଙ୍କ ପାଇଁ ଏହା ଏକ ବଡ଼ ସୁଯୋଗ ବୋଲି କୁହାଯାଉଛି । ବିଭିନ୍ନ ନିଯୁକ୍ତି ପରୀକ୍ଷାର ବିଜ୍ଞାପନ ଶୀଘ୍ର ପ୍ରକାଶ ପାଇବ । ଚଳିତ ବର୍ଷ ଶେଷ ସୁଦ୍ଧା ପ୍ରଥମ ପର୍ଯ୍ୟାୟ ନିଯୁକ୍ତି ପତ୍ର ପ୍ରଦାନ କରାଯିବ ବୋଲି ବିଭାଗୀୟ ମନ୍ତ୍ରୀ ସୂଚନା ଦେଇଛନ୍ତି । ଖାଲି ପଡ଼ିଥିବା ପଦବୀ ଯୋଗୁ କାର୍ଯ୍ୟରେ ବାଧା ଉପୁଜୁଥିବା ଅଭିଯୋଗ ହେଉଥିଲା । ଏହି ଘୋଷଣା ପରେ ଚାକିରି ପ୍ରତ୍ୟାଶୀଙ୍କ ମଧ୍ୟରେ ଆଶା ସଞ୍ଚାର ହୋଇଛି । ପ୍ରସ୍ତୁତି ପାଇଁ ସମୟସୀମା ମଧ୍ୟ ଘୋଷଣା କରାଯାଇଛି । ସ୍ଥାନୀୟ ଲୋକେ ଏହି ନିଷ୍ପତ୍ତିକୁ ସ୍ୱାଗତ କରିଛନ୍ତି । <box>778 1316 1076 1489</box>
horoscope-entry <box>1086 226 1488 359</box>
ad-text: ବଶୀକରଣ, ପ୍ରେମରେ ସଫଳତା, ଛାଡ଼ପତ୍ର, ଶତ୍ରୁଦମନ, ଗୃହକଲହ ଆଦି ସମସ୍ୟାର ସମାଧାନ କରାଯାଏ । 09540745389. <box>196 1310 368 1347</box>
story-headline: ବଦଳିଲେ ଫରେଷ୍ଟ ଗାର୍ଡ <box>1108 1820 1466 1862</box>
ad-id: D-47846 <box>154 910 187 921</box>
baby-photo <box>223 78 287 152</box>
logo-middle: lassifie <box>127 267 254 307</box>
story-body <box>778 1316 1076 1736</box>
anniversary-tag: ପ୍ରଥମ ଶ୍ରାଦ୍ଧବାର୍ଷିକୀ <box>560 1546 772 1570</box>
affidavit-text: By virtue of an affidavit before Executive Magistrate, Bhubaneswar I Pradmuna Sahoo stated that my son Subhaprakash birth certificate bearing no 491/03.05.2006 my name wrongly recorded as Pradyumna Sahoo which has corrected to Pradmuna Sahoo for all my son's certificate in all purpose. <box>380 378 532 503</box>
baby-photo-caption: ସୌମ୍ୟାଶ୍ରୀ <box>234 154 276 164</box>
business-ads-list <box>196 954 368 1154</box>
obituary-text: May the noble soul rest in eternal peace. In profound sorrow: Didu, Maa- Bithika Roy, Baba- Dr. Pradeep Kumar Sarkar, Bhai-Anurag, Kaku- Kakima, Mama- Mamis, Pisis, Pisi-Mosais and the entire extended family, with friends and relatives. <box>387 1515 545 1598</box>
baby-photo-caption: ଶୁଭାଂଶୁ <box>315 154 339 164</box>
zodiac-wheel-icon <box>207 1161 357 1273</box>
factbox-line: ନୂଆ ପଞ୍ଚାୟତ ଗଠନ ପରେ ସଂଖ୍ୟା ହେବ ୬,୩୯୦ <box>891 1055 1075 1094</box>
story-body <box>542 632 1076 904</box>
horoscope-list <box>1086 87 1488 1787</box>
promo-line: Online Edition: <box>589 2127 675 2142</box>
zodiac-icon: ♌ <box>1086 644 1124 682</box>
dateline: ଭୁବନେଶ୍ୱର, ୩୦।୬ (ବ୍ୟୁରୋ)— <box>542 632 668 658</box>
affidavit-title: AFFIDAVIT <box>380 340 532 368</box>
zodiac-prediction: ଆୟ ଅପେକ୍ଷା ବ୍ୟୟ ଅଧିକ ହେବ । ବିଦ୍ୟାର୍ଥୀଙ୍କ ପାଇଁ ଦିନଟି ଶୁଭ । ପ୍ରତିଯୋଗିତାମୂଳକ ପରୀକ୍ଷାରେ ସଫଳତା ମିଳିବ । ବିବାଦରୁ ଦୂରେଇ ରୁହନ୍ତୁ । ନୂତନ ବସ୍ତ୍ର ଅଳଙ୍କାର କିଣିବାର ଯୋଗ ଅଛି । ଅଯଥା ଚିନ୍ତା ମନକୁ ଆଚ୍ଛନ୍ନ କରିପାରେ । ବନ୍ଧୁଙ୍କ ସହଯୋଗରେ ଅଟକିଥିବା କାମ ସରିବ । <box>1086 369 1488 437</box>
classified-ad <box>196 1504 368 1579</box>
verse-line: କୁଆଡେ ପଡ଼ିଚ ଗୋଡ଼ି <box>810 1858 894 1870</box>
birth-death-dates: ଜନ୍ମ: ୦୭।୦୬।୧୯୫୮ — ମୃତ୍ୟୁ: ୦୭।୦୬।୨୦୧୫ <box>392 2024 540 2046</box>
